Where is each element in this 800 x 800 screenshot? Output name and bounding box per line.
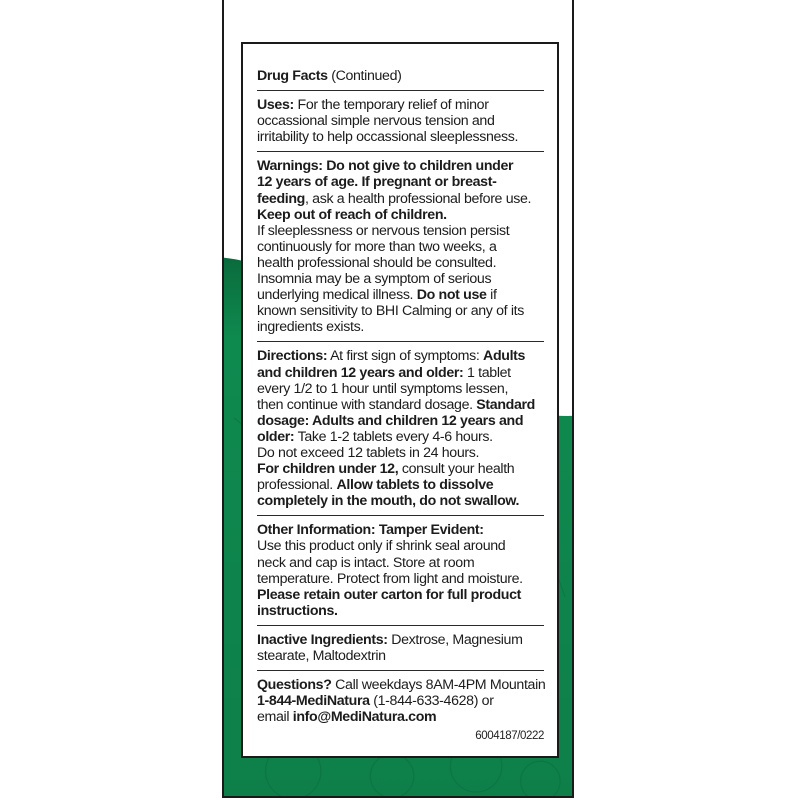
other-info-label: Other Information: Tamper Evident: xyxy=(257,522,484,539)
warnings-text: continuously for more than two weeks, a xyxy=(257,238,497,255)
directions-text: every 1/2 to 1 hour until symptoms lessen, xyxy=(257,380,509,397)
keep-out-of-reach: Keep out of reach of children. xyxy=(257,206,447,223)
directions-text: and children 12 years and older: xyxy=(257,364,464,381)
inactive-text: stearate, Maltodextrin xyxy=(257,648,386,664)
inactive-label: Inactive Ingredients: xyxy=(257,631,388,648)
warnings-text: underlying medical illness. xyxy=(257,287,417,304)
uses-text: For the temporary relief of minor xyxy=(293,97,489,114)
other-info-text: Please retain outer carton for full product xyxy=(257,586,522,603)
directions-text: Take 1-2 tablets every 4-6 hours. xyxy=(294,428,493,445)
directions-label: Directions: xyxy=(257,348,328,365)
warnings-text: Warnings: Do not give to children under xyxy=(257,158,514,175)
do-not-use: Do not use xyxy=(416,287,487,304)
questions-text: (1-844-633-4628) or xyxy=(369,693,494,710)
directions-text: Do not exceed 12 tablets in 24 hours. xyxy=(257,444,480,461)
email-address: info@MediNatura.com xyxy=(292,709,437,726)
warnings-text: , ask a health professional before use. xyxy=(305,190,532,207)
inactive-ingredients-section xyxy=(257,626,544,671)
warnings-text: feeding xyxy=(257,190,305,207)
uses-section xyxy=(257,91,544,152)
warnings-text: health professional should be consulted. xyxy=(257,254,497,271)
uses-text: irritability to help occassional sleeplessness. xyxy=(257,129,519,146)
drug-facts-box xyxy=(241,42,559,758)
questions-label: Questions? xyxy=(257,677,332,694)
directions-text: At first sign of symptoms: xyxy=(327,348,484,365)
other-info-text: neck and cap is intact. Store at room xyxy=(257,554,475,571)
uses-text: occassional simple nervous tension and xyxy=(257,113,495,130)
other-information-section xyxy=(257,516,544,626)
directions-text: then continue with standard dosage. xyxy=(257,396,477,413)
title-bold: Drug Facts xyxy=(257,68,328,84)
warnings-section xyxy=(257,152,544,342)
product-code: 6004187/0222 xyxy=(475,730,544,743)
other-info-text: instructions. xyxy=(257,602,338,619)
warnings-text: 12 years of age. If pregnant or breast- xyxy=(257,174,497,191)
warnings-text: If sleeplessness or nervous tension persist xyxy=(257,222,510,239)
questions-text: Call weekdays 8AM-4PM Mountain xyxy=(331,677,546,694)
phone-number: 1-844-MediNatura xyxy=(257,693,370,710)
warnings-text: if xyxy=(486,287,497,304)
warnings-text: ingredients exists. xyxy=(257,319,364,336)
questions-section xyxy=(257,671,544,750)
title-continued: (Continued) xyxy=(327,68,402,84)
directions-section xyxy=(257,342,544,516)
other-info-text: temperature. Protect from light and moisture. xyxy=(257,570,523,587)
drug-facts-title xyxy=(257,44,544,91)
uses-label: Uses: xyxy=(257,97,294,114)
other-info-text: Use this product only if shrink seal around xyxy=(257,538,506,555)
inactive-text: Dextrose, Magnesium xyxy=(387,631,523,648)
directions-text: completely in the mouth, do not swallow. xyxy=(257,493,520,510)
questions-text: email xyxy=(257,709,293,726)
directions-text: dosage: Adults and children 12 years and xyxy=(257,412,524,429)
directions-text: older: xyxy=(257,428,295,445)
directions-text: Standard xyxy=(476,396,535,413)
directions-text: professional. xyxy=(257,477,337,494)
directions-text: Allow tablets to dissolve xyxy=(336,477,494,494)
warnings-text: known sensitivity to BHI Calming or any of its xyxy=(257,303,524,320)
directions-text: Adults xyxy=(483,348,526,365)
warnings-text: Insomnia may be a symptom of serious xyxy=(257,271,492,288)
directions-text: For children under 12, xyxy=(257,461,399,478)
directions-text: consult your health xyxy=(398,461,515,478)
directions-text: 1 tablet xyxy=(463,364,511,381)
